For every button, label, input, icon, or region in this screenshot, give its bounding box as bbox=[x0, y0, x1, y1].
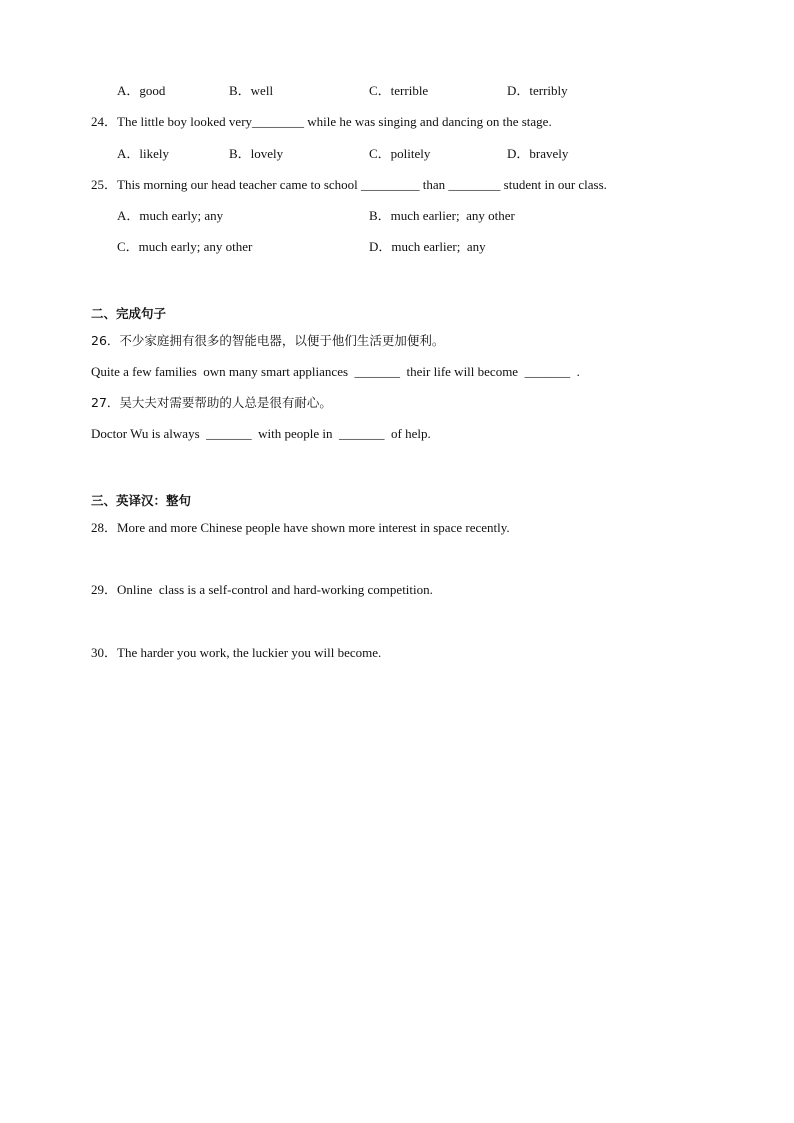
q24-option-d: D．bravely bbox=[507, 146, 569, 161]
q30-sentence: 30．The harder you work, the luckier you will become. bbox=[91, 645, 382, 660]
q24-option-a: A．likely bbox=[117, 146, 169, 161]
q25-stem: 25．This morning our head teacher came to school _________ than ________ student in our class. bbox=[91, 177, 607, 192]
q28-sentence: 28．More and more Chinese people have shown more interest in space recently. bbox=[91, 520, 510, 535]
q27-english: Doctor Wu is always _______ with people in _______ of help. bbox=[91, 426, 431, 441]
q24-stem: 24．The little boy looked very________ while he was singing and dancing on the stage. bbox=[91, 114, 552, 129]
q26-english: Quite a few families own many smart appliances _______ their life will become _______ . bbox=[91, 364, 580, 379]
q29-sentence: 29．Online class is a self-control and hard-working competition. bbox=[91, 582, 433, 597]
q23-option-b: B．well bbox=[229, 83, 274, 98]
section-heading-complete-sentences: 二、完成句子 bbox=[91, 306, 167, 321]
q24-option-b: B．lovely bbox=[229, 146, 284, 161]
q24-option-c: C．politely bbox=[369, 146, 431, 161]
q25-option-c: C．much early; any other bbox=[117, 239, 253, 254]
q27-chinese: 27．吴大夫对需要帮助的人总是很有耐心。 bbox=[91, 395, 332, 410]
section-heading-translation: 三、英译汉：整句 bbox=[91, 493, 192, 508]
q23-option-c: C．terrible bbox=[369, 83, 429, 98]
q23-option-a: A．good bbox=[117, 83, 166, 98]
q23-option-d: D．terribly bbox=[507, 83, 568, 98]
q25-option-b: B．much earlier; any other bbox=[369, 208, 515, 223]
q25-option-a: A．much early; any bbox=[117, 208, 224, 223]
q25-option-d: D．much earlier; any bbox=[369, 239, 486, 254]
q26-chinese: 26．不少家庭拥有很多的智能电器，以便于他们生活更加便利。 bbox=[91, 333, 445, 348]
